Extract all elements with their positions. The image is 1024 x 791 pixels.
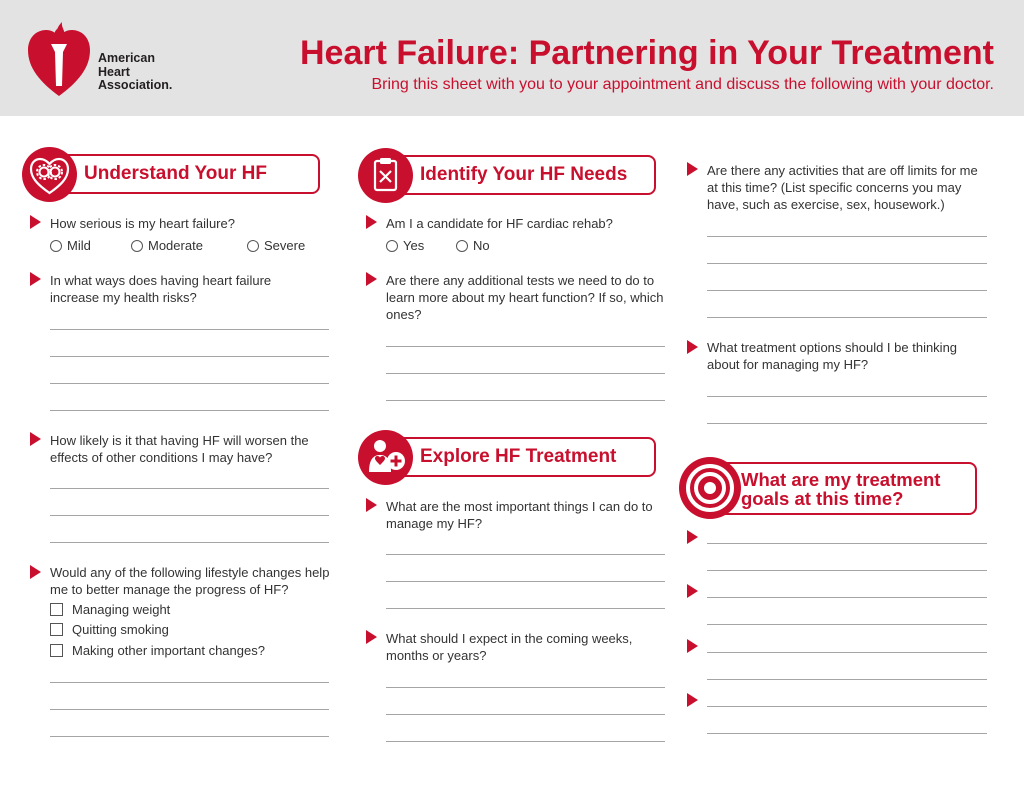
bullet-arrow-icon <box>687 162 698 176</box>
bullet-arrow-icon <box>30 565 41 579</box>
checkbox-icon[interactable] <box>50 603 63 616</box>
radio-circle-icon[interactable] <box>456 240 468 252</box>
answer-line[interactable] <box>707 263 987 264</box>
radio-option-moderate[interactable] <box>131 238 203 253</box>
person-medical-icon <box>358 430 413 485</box>
bullet-arrow-icon <box>366 630 377 644</box>
option-label: No <box>473 238 490 253</box>
question-important-things: What are the most important things I can do to manage my HF? <box>386 499 653 531</box>
question-treatment-options: What treatment options should I be thinking about for managing my HF? <box>707 340 958 372</box>
goal-line[interactable] <box>707 706 987 707</box>
goal-line[interactable] <box>707 624 987 625</box>
radio-circle-icon[interactable] <box>131 240 143 252</box>
question-health-risks: In what ways does having heart failure increase my health risks? <box>50 273 272 305</box>
option-label: Managing weight <box>72 602 171 617</box>
checkbox-icon[interactable] <box>50 623 63 636</box>
goal-line[interactable] <box>707 597 987 598</box>
checkbox-icon[interactable] <box>50 644 63 657</box>
section-header-explore <box>358 437 658 477</box>
answer-line[interactable] <box>50 515 329 516</box>
section-title-identify: Identify Your HF Needs <box>420 164 628 185</box>
bullet-arrow-icon <box>366 498 377 512</box>
bullet-arrow-icon <box>30 272 41 286</box>
goal-line[interactable] <box>707 652 987 653</box>
answer-line[interactable] <box>50 488 329 489</box>
goals-title-line-1: What are my treatment <box>741 469 941 490</box>
answer-line[interactable] <box>386 373 665 374</box>
answer-line[interactable] <box>50 329 329 330</box>
question-additional-tests: Are there any additional tests we need to do to learn more about my heart function? If so, which ones? <box>386 273 664 322</box>
answer-line[interactable] <box>50 383 329 384</box>
radio-option-yes[interactable] <box>386 238 424 253</box>
answer-line[interactable] <box>707 290 987 291</box>
bullet-arrow-icon <box>687 530 698 544</box>
answer-line[interactable] <box>50 410 329 411</box>
goals-title-line-2: goals at this time? <box>741 488 904 509</box>
answer-line[interactable] <box>386 714 665 715</box>
org-line-3: Association. <box>98 78 173 92</box>
org-line-1: American <box>98 51 155 65</box>
answer-line[interactable] <box>707 236 987 237</box>
section-title-understand: Understand Your HF <box>84 163 267 184</box>
bullet-arrow-icon <box>687 693 698 707</box>
option-label: Quitting smoking <box>72 622 169 637</box>
checkbox-quitting-smoking[interactable] <box>50 622 169 637</box>
option-label: Making other important changes? <box>72 643 265 658</box>
clipboard-icon <box>358 148 413 203</box>
bullet-arrow-icon <box>366 215 377 229</box>
bullet-arrow-icon <box>30 432 41 446</box>
bullet-arrow-icon <box>687 340 698 354</box>
section-header-goals <box>679 462 979 517</box>
section-header-identify <box>358 155 658 195</box>
answer-line[interactable] <box>707 423 987 424</box>
page-title: Heart Failure: Partnering in Your Treatment <box>299 34 994 72</box>
answer-line[interactable] <box>386 687 665 688</box>
goal-line[interactable] <box>707 679 987 680</box>
answer-line[interactable] <box>50 709 329 710</box>
question-cardiac-rehab: Am I a candidate for HF cardiac rehab? <box>386 216 613 231</box>
answer-line[interactable] <box>50 542 329 543</box>
checkbox-other-changes[interactable] <box>50 643 265 658</box>
answer-line[interactable] <box>386 608 665 609</box>
target-icon <box>679 457 741 519</box>
question-severity: How serious is my heart failure? <box>50 216 235 231</box>
goal-line[interactable] <box>707 543 987 544</box>
checkbox-managing-weight[interactable] <box>50 602 170 617</box>
answer-line[interactable] <box>50 356 329 357</box>
answer-line[interactable] <box>707 317 987 318</box>
answer-line[interactable] <box>707 396 987 397</box>
section-header-understand <box>22 154 322 194</box>
radio-option-severe[interactable] <box>247 238 305 253</box>
header-band <box>0 0 1024 116</box>
bullet-arrow-icon <box>687 639 698 653</box>
answer-line[interactable] <box>386 346 665 347</box>
bullet-arrow-icon <box>366 272 377 286</box>
answer-line[interactable] <box>386 741 665 742</box>
answer-line[interactable] <box>50 682 329 683</box>
gears-icon <box>22 147 77 202</box>
radio-option-mild[interactable] <box>50 238 91 253</box>
bullet-arrow-icon <box>30 215 41 229</box>
heart-torch-logo-icon <box>26 18 92 98</box>
option-label: Yes <box>403 238 425 253</box>
radio-circle-icon[interactable] <box>247 240 259 252</box>
radio-circle-icon[interactable] <box>50 240 62 252</box>
org-line-2: Heart <box>98 64 130 79</box>
question-expectations: What should I expect in the coming weeks, months or years? <box>386 631 633 663</box>
answer-line[interactable] <box>386 554 665 555</box>
answer-line[interactable] <box>386 400 665 401</box>
answer-line[interactable] <box>50 736 329 737</box>
goal-line[interactable] <box>707 570 987 571</box>
question-activity-limits: Are there any activities that are off limits for me at this time? (List specific concerns you may have, such as exercise, sex, housework.) <box>707 163 978 212</box>
question-other-conditions: How likely is it that having HF will worsen the effects of other conditions I may have? <box>50 433 309 465</box>
bullet-arrow-icon <box>687 584 698 598</box>
option-label: Moderate <box>148 238 203 253</box>
question-lifestyle-changes: Would any of the following lifestyle changes help me to better manage the progress of HF? <box>50 565 330 597</box>
org-name <box>98 52 172 93</box>
option-label: Severe <box>264 238 306 253</box>
radio-option-no[interactable] <box>456 238 490 253</box>
option-label: Mild <box>67 238 91 253</box>
radio-circle-icon[interactable] <box>386 240 398 252</box>
answer-line[interactable] <box>386 581 665 582</box>
section-title-goals <box>741 470 940 508</box>
page-subtitle: Bring this sheet with you to your appointment and discuss the following with your doctor. <box>371 76 994 93</box>
goal-line[interactable] <box>707 733 987 734</box>
section-title-explore: Explore HF Treatment <box>420 446 617 467</box>
